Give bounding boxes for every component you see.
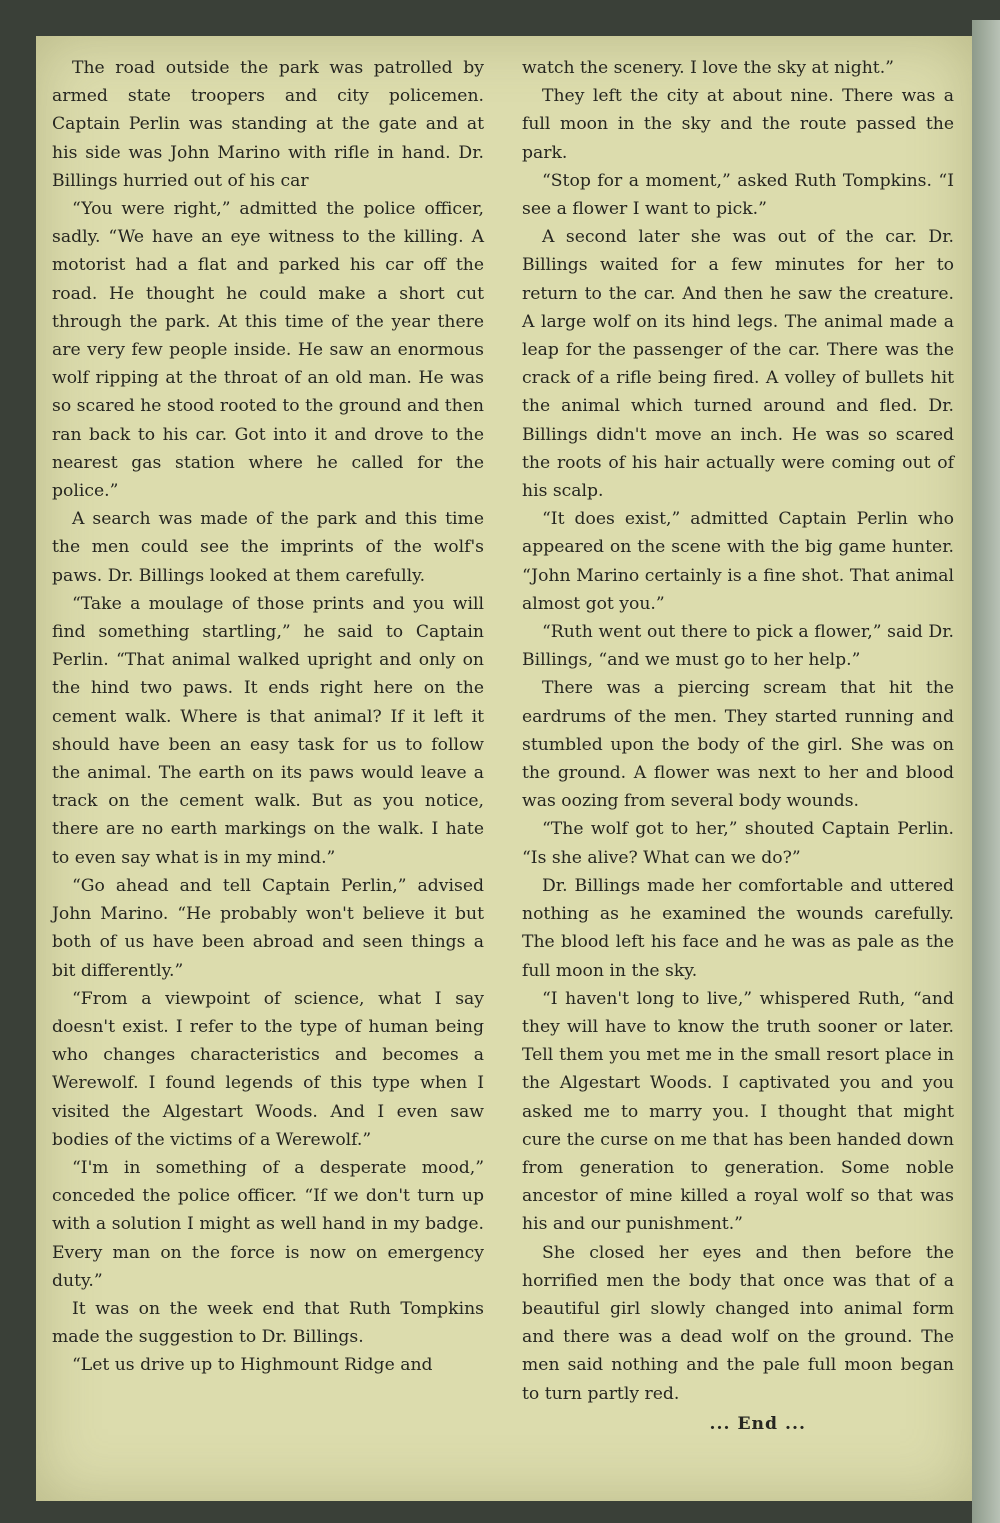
left-column [52, 54, 484, 1380]
end-mark: ... End ... [709, 1413, 806, 1434]
paragraph-continued: watch the scenery. I love the sky at night.” [522, 58, 894, 78]
paragraph: “Go ahead and tell Captain Perlin,” advised John Marino. “He probably won't believe it but both of us have been abroad and seen things a bit differently.” [52, 875, 484, 981]
paragraph: Dr. Billings made her comfortable and uttered nothing as he examined the wounds carefully. The blood left his face and he was as pale as the full moon in the sky. [522, 875, 954, 981]
paragraph: “Stop for a moment,” asked Ruth Tompkins. “I see a flower I want to pick.” [522, 170, 954, 220]
paragraph: A second later she was out of the car. Dr. Billings waited for a few minutes for her to return to the car. And then he saw the creature. A large wolf on its hind legs. The animal made a leap for the passenger of the car. There was the crack of a rifle being fired. A volley of bullets hit the animal which turned around and fled. Dr. Billings didn't move an inch. He was so scared the roots of his hair actually were coming out of his scalp. [522, 227, 954, 502]
paragraph: They left the city at about nine. There was a full moon in the sky and the route passed the park. [522, 86, 954, 163]
paragraph: “You were right,” admitted the police officer, sadly. “We have an eye witness to the killing. A motorist had a flat and parked his car off the road. He thought he could make a short cut through the park. At this time of the year there are very few people inside. He saw an enormous wolf ripping at the throat of an old man. He was so scared he stood rooted to the ground and then ran back to his car. Got into it and drove to the nearest gas station where he called for the police.” [52, 199, 484, 502]
paragraph: “It does exist,” admitted Captain Perlin who appeared on the scene with the big game hunter. “John Marino certainly is a fine shot. That animal almost got you.” [522, 509, 954, 614]
paragraph: She closed her eyes and then before the horrified men the body that once was that of a beautiful girl slowly changed into animal form and there was a dead wolf on the ground. The men said nothing and the pale full moon began to turn partly red. [522, 1242, 954, 1404]
story-page [36, 36, 972, 1501]
paragraph: “I'm in something of a desperate mood,” conceded the police officer. “If we don't turn up with a solution I might as well hand in my badge. Every man on the force is now on emergency duty.” [52, 1157, 484, 1291]
paragraph: A search was made of the park and this time the men could see the imprints of the wolf's paws. Dr. Billings looked at them carefully. [52, 509, 484, 586]
paragraph: “I haven't long to live,” whispered Ruth, “and they will have to know the truth sooner or later. Tell them you met me in the small resort place in the Algestart Woods. I captivated you and you asked me to marry you. I thought that might cure the curse on me that has been handed down from generation to generation. Some noble ancestor of mine killed a royal wolf so that was his and our punishment.” [522, 988, 954, 1235]
paragraph: “Ruth went out there to pick a flower,” said Dr. Billings, “and we must go to her help.” [522, 622, 954, 671]
paragraph: The road outside the park was patrolled by armed state troopers and city policemen. Captain Perlin was standing at the gate and at his side was John Marino with rifle in hand. Dr. Billings hurried out of his car [52, 58, 484, 191]
paragraph: “Let us drive up to Highmount Ridge and [72, 1355, 433, 1376]
page-edge-shadow [972, 20, 1000, 1523]
paragraph: There was a piercing scream that hit the eardrums of the men. They started running and stumbled upon the body of the girl. She was on the ground. A flower was next to her and blood was oozing from several body wounds. [522, 678, 954, 812]
paragraph: “Take a moulage of those prints and you will find something startling,” he said to Captain Perlin. “That animal walked upright and only on the hind two paws. It ends right here on the cement walk. Where is that animal? If it left it should have been an easy task for us to follow the animal. The earth on its paws would leave a track on the cement walk. But as you notice, there are no earth markings on the walk. I hate to even say what is in my mind.” [52, 593, 484, 868]
paragraph: It was on the week end that Ruth Tompkins made the suggestion to Dr. Billings. [52, 1298, 484, 1348]
paragraph: “From a viewpoint of science, what I say doesn't exist. I refer to the type of human being who changes characteristics and becomes a Werewolf. I found legends of this type when I visited the Algestart Woods. And I even saw bodies of the victims of a Werewolf.” [52, 988, 484, 1150]
right-column [522, 54, 954, 1438]
paragraph: “The wolf got to her,” shouted Captain Perlin. “Is she alive? What can we do?” [522, 819, 954, 868]
